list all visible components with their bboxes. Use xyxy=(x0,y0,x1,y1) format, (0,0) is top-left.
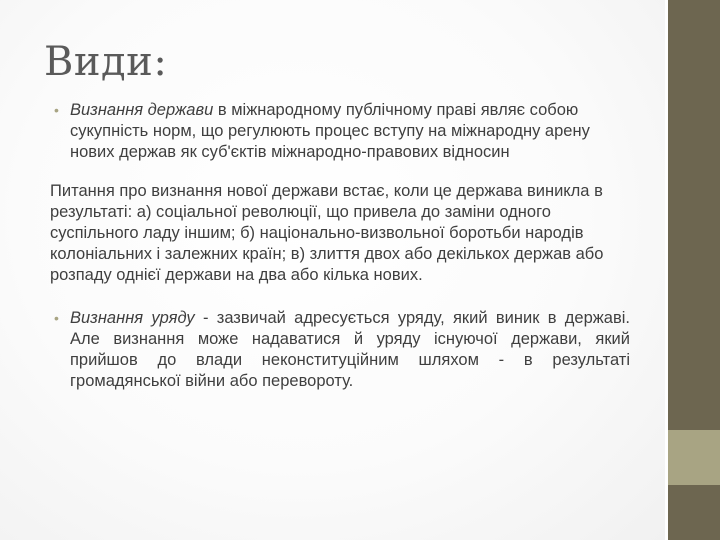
bullet-dot-icon: • xyxy=(54,102,59,118)
bullet-term: Визнання уряду xyxy=(70,309,195,327)
bullet-dot-icon: • xyxy=(54,310,59,326)
bullet-term: Визнання держави xyxy=(70,101,214,119)
body-paragraph: Питання про визнання нової держави встає, коли це держава виникла в результаті: а) соціальної революції, що привела до заміни одного суспільного ладу іншим; б) національно-визвольної боротьби народів колоніальних і залежних країн; в) злиття двох або декількох держав або розпаду однієї держави на два або кілька нових. xyxy=(50,182,604,284)
bullet-text: в міжнародному публічному праві являє собою сукупність норм, що регулюють процес вступу на міжнародну арену нових держав як суб'єктів міжнародно-правових відносин xyxy=(70,101,590,161)
slide-content xyxy=(50,100,630,392)
side-accent-block xyxy=(668,430,720,485)
slide-title: Види: xyxy=(44,39,168,85)
bullet-text: - зазвичай адресується уряду, який виник в державі. Але визнання може надаватися й уряду існуючої держави, який прийшов до влади неконституційним шляхом - в результаті громадянської війни або перевороту. xyxy=(70,309,631,390)
bullet-state-recognition xyxy=(50,100,630,163)
bullet-government-recognition xyxy=(50,308,630,392)
